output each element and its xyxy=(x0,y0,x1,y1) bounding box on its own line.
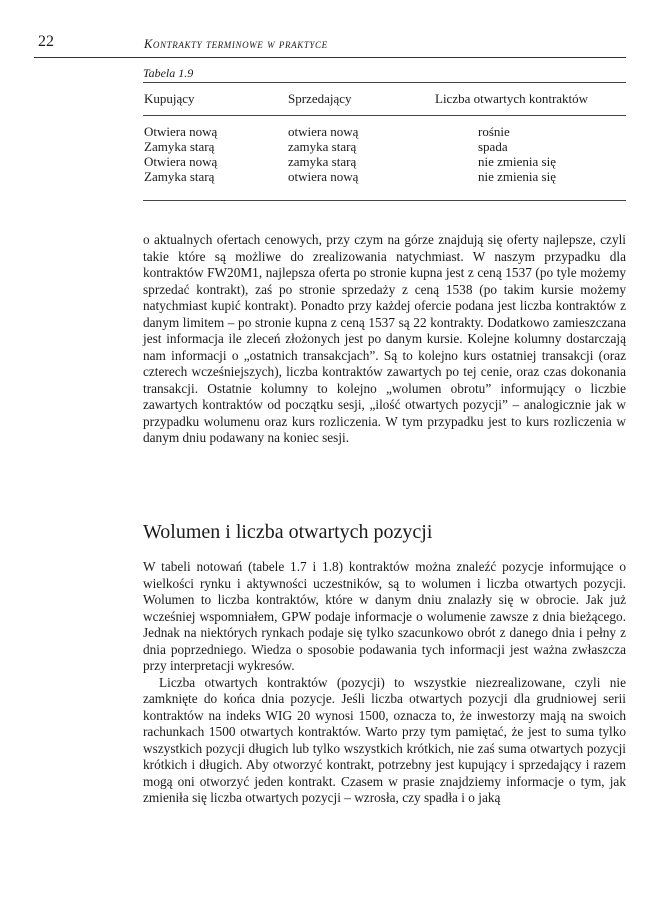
table-header-row xyxy=(143,83,626,115)
table-body xyxy=(143,116,626,200)
table-cell: nie zmienia się xyxy=(478,169,556,184)
table-cell: otwiera nową xyxy=(288,124,359,139)
body-paragraph: W tabeli notowań (tabele 1.7 i 1.8) kontraktów można znaleźć pozycje informujące o wielkości rynku i aktywności uczestników, są to wolumen i liczba otwartych pozycji. Wolumen to liczba kontraktów, które w danym dniu znalazły się w obrocie. Jak już wcześniej wspomniałem, GPW podaje informacje o wolumenie zawsze z dnia bieżącego. Jednak na niektórych rynkach podaje się tylko szacunkowo obrót z danego dnia i pełny z dnia poprzedniego. Wiedza o sposobie podawania tych informacji jest ważna zwłaszcza przy interpretacji wykresów. xyxy=(143,559,626,673)
table-cell: zamyka starą xyxy=(288,154,357,169)
column-header-seller: Sprzedający xyxy=(288,91,352,106)
table-row xyxy=(143,169,626,185)
section-heading: Wolumen i liczba otwartych pozycji xyxy=(143,521,433,543)
table-cell: nie zmienia się xyxy=(478,154,556,169)
body-paragraph: o aktualnych ofertach cenowych, przy czym na górze znajdują się oferty najlepsze, czyli takie które są możliwe do zrealizowania natychmiast. W naszym przypadku dla kontraktów FW20M1, najlepsza oferta po stronie kupna jest z ceną 1537 (po tyle możemy sprzedać kontrakt), zaś po stronie sprzedaży z ceną 1538 (po takim kursie możemy natychmiast kupić kontrakt). Ponadto przy każdej ofercie podana jest liczba kontraktów z danym limitem – po stronie kupna z ceną 1537 są 22 kontrakty. Dodatkowo zamieszczana jest informacja ile zleceń złożonych jest po danym kursie. Kolejne kolumny dostarczają nam informacji o „ostatnich transakcjach”. Są to kolejno kurs ostatniej transakcji (oraz czterech wcześniejszych), liczba kontraktów zawartych po tej cenie, oraz czas dokonania transakcji. Ostatnie kolumny to kolejno „wolumen obrotu” informujący o liczbie zawartych kontraktów od początku sesji, „ilość otwartych pozycji” – analogicznie jak w przypadku wolumenu oraz kurs rozliczenia. W tym przypadku jest to kurs rozliczenia w danym dniu podawany na koniec sesji. xyxy=(143,232,626,445)
page-number: 22 xyxy=(38,33,54,50)
table-cell: spada xyxy=(478,139,508,154)
body-text-bottom xyxy=(143,559,626,807)
column-header-open-contracts: Liczba otwartych kontraktów xyxy=(435,91,589,106)
table-cell: Zamyka starą xyxy=(144,169,215,184)
table-bottom-rule xyxy=(143,200,626,201)
table-cell: zamyka starą xyxy=(288,139,357,154)
table-cell: Otwiera nową xyxy=(144,124,218,139)
table-cell: rośnie xyxy=(478,124,510,139)
table-1-9 xyxy=(143,64,626,201)
table-caption: Tabela 1.9 xyxy=(143,66,194,80)
body-paragraph: Liczba otwartych kontraktów (pozycji) to wszystkie niezrealizowane, czyli nie zamknięte do końca dnia pozycje. Jeśli liczba otwartych pozycji dla grudniowej serii kontraktów na indeks WIG 20 wynosi 1500, oznacza to, że inwestorzy mają na swoich rachunkach 1500 otwartych kontraktów. Warto przy tym pamiętać, że jest to suma tylko wszystkich pozycji długich lub tylko wszystkich krótkich, nie zaś suma otwartych pozycji krótkich i długich. Aby otworzyć kontrakt, potrzebny jest kupujący i sprzedający i razem mogą oni otworzyć jeden kontrakt. Czasem w prasie znajdziemy informacje o tym, jak zmieniła się liczba otwartych pozycji – wzrosła, czy spadła i o jaką xyxy=(143,674,626,805)
table-row xyxy=(143,154,626,170)
table-row xyxy=(143,124,626,140)
running-title: Kontrakty terminowe w praktyce xyxy=(144,37,328,51)
page-header xyxy=(34,33,626,58)
table-cell: Zamyka starą xyxy=(144,139,215,154)
column-header-buyer: Kupujący xyxy=(144,91,195,106)
table-cell: otwiera nową xyxy=(288,169,359,184)
table-row xyxy=(143,139,626,155)
table-cell: Otwiera nową xyxy=(144,154,218,169)
body-text-top xyxy=(143,232,626,447)
